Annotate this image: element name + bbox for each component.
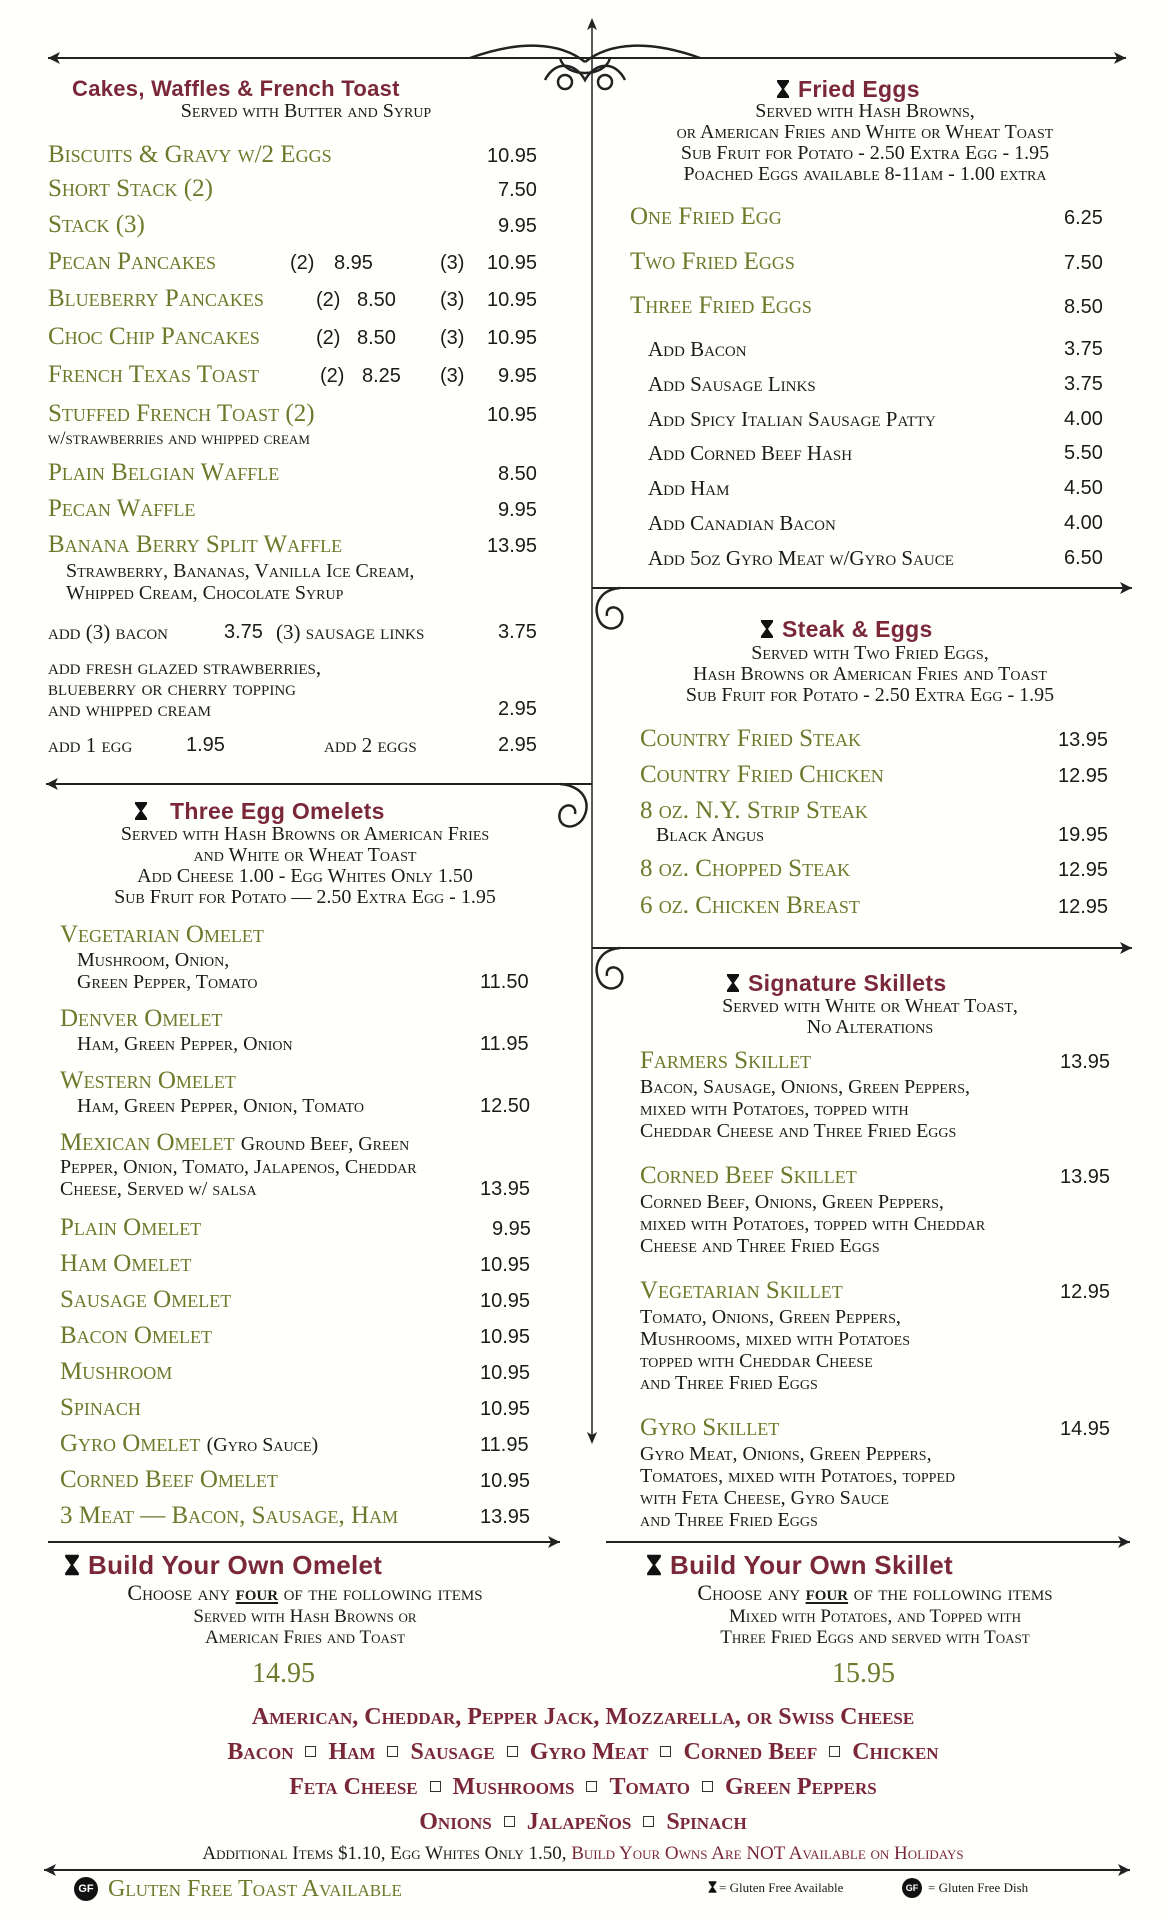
item-qty: (2) bbox=[290, 252, 315, 274]
item-price: 12.95 bbox=[1058, 859, 1109, 881]
item-price: 9.95 bbox=[498, 365, 537, 387]
menu-item: 8 oz. N.Y. Strip Steak bbox=[640, 797, 868, 824]
item-price: 11.50 bbox=[480, 971, 529, 993]
item-desc: Whipped Cream, Chocolate Syrup bbox=[66, 582, 344, 604]
item-desc: mixed with Potatoes, topped with bbox=[640, 1098, 909, 1120]
fried-title-text: Fried Eggs bbox=[798, 76, 920, 102]
item-qty: (3) bbox=[440, 327, 465, 349]
item-desc: Ham, Green Pepper, Onion, Tomato bbox=[77, 1095, 364, 1117]
item-price: 3.75 bbox=[1064, 373, 1103, 395]
holidays-text: Build Your Owns Are NOT Available on Holidays bbox=[571, 1843, 964, 1864]
item-desc: Cheese and Three Fried Eggs bbox=[640, 1235, 880, 1257]
ingredient: Onions bbox=[419, 1809, 492, 1835]
ingredient: Spinach bbox=[666, 1809, 747, 1835]
footer-additional bbox=[0, 1843, 1166, 1864]
gyro-omelet-name: Gyro Omelet bbox=[60, 1430, 201, 1457]
gluten-free-available-icon bbox=[64, 1553, 80, 1577]
ingredients-row bbox=[0, 1809, 1166, 1835]
item-desc: Gyro Meat, Onions, Green Peppers, bbox=[640, 1443, 932, 1465]
item-price: 13.95 bbox=[480, 1178, 531, 1200]
item-desc: Bacon, Sausage, Onions, Green Peppers, bbox=[640, 1076, 971, 1098]
omelets-title-text: Three Egg Omelets bbox=[170, 798, 385, 824]
item-price: 10.95 bbox=[487, 289, 538, 311]
menu-item: Pecan Waffle bbox=[48, 495, 196, 522]
item-desc: Green Pepper, Tomato bbox=[77, 971, 258, 993]
item-price: 11.95 bbox=[480, 1434, 529, 1456]
item-qty: (2) bbox=[316, 289, 341, 311]
menu-item: Corned Beef Skillet bbox=[640, 1162, 857, 1189]
item-price: 10.95 bbox=[487, 327, 538, 349]
add-fruit-line: blueberry or cherry topping bbox=[48, 676, 297, 700]
item-price: 13.95 bbox=[480, 1506, 531, 1528]
menu-item: French Texas Toast bbox=[48, 361, 260, 388]
item-price: 13.95 bbox=[487, 535, 538, 557]
ingredients-cheese: American, Cheddar, Pepper Jack, Mozzarella, or Swiss Cheese bbox=[251, 1704, 915, 1730]
additional-text: Additional Items $1.10, Egg Whites Only 1.50, bbox=[202, 1843, 567, 1864]
choose-count: four bbox=[805, 1580, 849, 1605]
item-price: 6.25 bbox=[1064, 207, 1103, 229]
ingredient: Green Peppers bbox=[725, 1774, 877, 1800]
ingredient: Mushrooms bbox=[452, 1774, 575, 1800]
menu-item: Stack (3) bbox=[48, 211, 145, 238]
item-desc: Ground Beef, Green bbox=[240, 1133, 410, 1155]
byo-skillet-sub: Three Fried Eggs and served with Toast bbox=[720, 1627, 1030, 1648]
choose-text: of the following items bbox=[283, 1580, 483, 1605]
item-price: 5.50 bbox=[1064, 442, 1103, 464]
add-sausage-label: (3) sausage links bbox=[276, 620, 425, 644]
item-qty: (3) bbox=[440, 365, 465, 387]
item-price: 10.95 bbox=[480, 1254, 531, 1276]
item-desc: Mushrooms, mixed with Potatoes bbox=[640, 1328, 910, 1350]
item-price: 8.50 bbox=[1064, 296, 1103, 318]
item-price: 4.00 bbox=[1064, 512, 1103, 534]
item-price: 3.75 bbox=[224, 621, 263, 643]
menu-item: Banana Berry Split Waffle bbox=[48, 531, 343, 558]
item-price: 4.50 bbox=[1064, 477, 1103, 499]
item-desc: w/strawberries and whipped cream bbox=[48, 428, 310, 449]
item-price: 10.95 bbox=[480, 1290, 531, 1312]
mexican-omelet-name: Mexican Omelet bbox=[60, 1129, 235, 1156]
legend-text: = Gluten Free Available bbox=[719, 1880, 844, 1895]
gluten-free-available-icon bbox=[708, 1880, 717, 1894]
menu-item: Corned Beef Omelet bbox=[60, 1466, 278, 1493]
item-price: 8.50 bbox=[357, 289, 396, 311]
item-price: 2.95 bbox=[498, 698, 537, 720]
item-desc: Cheddar Cheese and Three Fried Eggs bbox=[640, 1120, 957, 1142]
item-desc: Tomatoes, mixed with Potatoes, topped bbox=[640, 1465, 956, 1487]
item-price: 8.95 bbox=[334, 252, 373, 274]
item-qty: (2) bbox=[316, 327, 341, 349]
addon-item: Add Sausage Links bbox=[648, 372, 816, 396]
item-desc: Strawberry, Bananas, Vanilla Ice Cream, bbox=[66, 560, 415, 582]
item-price: 12.95 bbox=[1058, 765, 1109, 787]
item-qty: (3) bbox=[440, 289, 465, 311]
checkbox-icon bbox=[305, 1746, 316, 1757]
menu-item: 6 oz. Chicken Breast bbox=[640, 892, 860, 919]
ingredient: Ham bbox=[328, 1739, 376, 1765]
menu-item: Short Stack (2) bbox=[48, 175, 213, 202]
menu-item: Two Fried Eggs bbox=[630, 248, 795, 275]
add-eggs-label: add 2 eggs bbox=[324, 733, 417, 757]
addon-item: Add 5oz Gyro Meat w/Gyro Sauce bbox=[648, 546, 954, 570]
menu-item: 8 oz. Chopped Steak bbox=[640, 855, 851, 882]
byo-skillet-title bbox=[646, 1550, 953, 1581]
checkbox-icon bbox=[660, 1746, 671, 1757]
menu-item: Spinach bbox=[60, 1394, 141, 1421]
byo-omelet-title-text: Build Your Own Omelet bbox=[88, 1550, 383, 1580]
add-egg-label: add 1 egg bbox=[48, 733, 133, 757]
fried-sub: or American Fries and White or Wheat Toast bbox=[676, 121, 1054, 143]
ingredients-row bbox=[0, 1774, 1166, 1800]
byo-omelet-price: 14.95 bbox=[252, 1658, 315, 1689]
byo-omelet-sub: American Fries and Toast bbox=[204, 1627, 406, 1648]
menu-item: Gyro Skillet bbox=[640, 1414, 780, 1441]
cakes-subtitle: Served with Butter and Syrup bbox=[180, 100, 432, 122]
item-desc: Pepper, Onion, Tomato, Jalapenos, Cheddar bbox=[60, 1156, 417, 1178]
item-price: 10.95 bbox=[480, 1326, 531, 1348]
gluten-free-available-icon bbox=[134, 801, 148, 821]
gluten-free-dish-icon: GF bbox=[902, 1878, 922, 1898]
menu-item: Pecan Pancakes bbox=[48, 248, 217, 275]
center-divider bbox=[587, 18, 597, 1444]
fried-sub: Served with Hash Browns, bbox=[755, 100, 975, 122]
steak-sub: Served with Two Fried Eggs, bbox=[751, 642, 989, 664]
omelets-sub: and White or Wheat Toast bbox=[193, 844, 417, 866]
item-price: 1.95 bbox=[186, 734, 225, 756]
byo-skillet-price: 15.95 bbox=[832, 1658, 895, 1689]
omelets-sub: Add Cheese 1.00 - Egg Whites Only 1.50 bbox=[137, 865, 473, 887]
menu-item bbox=[60, 1431, 318, 1458]
menu-item: Three Fried Eggs bbox=[630, 292, 812, 319]
item-price: 8.50 bbox=[498, 463, 537, 485]
gluten-free-dish-icon: GF bbox=[74, 1877, 98, 1901]
legend-dish: = Gluten Free Dish bbox=[928, 1880, 1029, 1895]
menu-item: Denver Omelet bbox=[60, 1005, 223, 1032]
item-price: 10.95 bbox=[480, 1470, 531, 1492]
item-price: 11.95 bbox=[480, 1033, 529, 1055]
fried-sub: Sub Fruit for Potato - 2.50 Extra Egg - 1.95 bbox=[680, 142, 1050, 164]
menu-item: Plain Belgian Waffle bbox=[48, 459, 280, 486]
ingredient: Tomato bbox=[609, 1774, 691, 1800]
item-price: 7.50 bbox=[1064, 252, 1103, 274]
checkbox-icon bbox=[829, 1746, 840, 1757]
omelets-sub: Served with Hash Browns or American Fries bbox=[120, 823, 490, 845]
add-fruit-line: and whipped cream bbox=[48, 697, 212, 721]
checkbox-icon bbox=[643, 1816, 654, 1827]
checkbox-icon bbox=[507, 1746, 518, 1757]
rule-byo bbox=[48, 1536, 1130, 1548]
item-price: 10.95 bbox=[487, 252, 538, 274]
menu-item: Vegetarian Omelet bbox=[60, 921, 264, 948]
item-price: 10.95 bbox=[480, 1398, 531, 1420]
menu-item: Country Fried Chicken bbox=[640, 761, 884, 788]
byo-omelet-sub: Served with Hash Browns or bbox=[193, 1606, 417, 1627]
item-price: 13.95 bbox=[1058, 729, 1109, 751]
byo-omelet-choose bbox=[40, 1582, 570, 1603]
ingredient: Sausage bbox=[410, 1739, 495, 1765]
skillets-title bbox=[726, 970, 946, 997]
gluten-free-available-icon bbox=[776, 79, 790, 99]
byo-skillet-sub: Mixed with Potatoes, and Topped with bbox=[729, 1606, 1021, 1627]
gf-toast-note: Gluten Free Toast Available bbox=[108, 1876, 402, 1902]
addon-item: Add Corned Beef Hash bbox=[648, 441, 853, 465]
item-desc: and Three Fried Eggs bbox=[640, 1509, 818, 1531]
item-price: 12.95 bbox=[1058, 896, 1109, 918]
item-desc: Cheese, Served w/ salsa bbox=[60, 1178, 257, 1200]
addon-item: Add Bacon bbox=[648, 337, 747, 361]
ingredient: Chicken bbox=[852, 1739, 939, 1765]
menu-item: Sausage Omelet bbox=[60, 1286, 232, 1313]
item-price: 9.95 bbox=[492, 1218, 531, 1240]
choose-count: four bbox=[235, 1580, 279, 1605]
omelets-title bbox=[134, 798, 385, 825]
gluten-free-available-icon bbox=[726, 973, 740, 993]
add-bacon-label: add (3) bacon bbox=[48, 620, 168, 644]
menu-item: Bacon Omelet bbox=[60, 1322, 212, 1349]
item-price: 19.95 bbox=[1058, 824, 1109, 846]
addon-item: Add Ham bbox=[648, 476, 730, 500]
skillets-title-text: Signature Skillets bbox=[748, 970, 947, 996]
item-price: 10.95 bbox=[487, 145, 538, 167]
item-price: 12.50 bbox=[480, 1095, 531, 1117]
item-price: 10.95 bbox=[480, 1362, 531, 1384]
fried-sub: Poached Eggs available 8-11am - 1.00 extra bbox=[683, 163, 1047, 185]
item-price: 10.95 bbox=[487, 404, 538, 426]
menu-item: Farmers Skillet bbox=[640, 1047, 812, 1074]
menu-item: Blueberry Pancakes bbox=[48, 285, 264, 312]
addon-item: Add Spicy Italian Sausage Patty bbox=[648, 407, 936, 431]
checkbox-icon bbox=[430, 1781, 441, 1792]
menu-item: One Fried Egg bbox=[630, 203, 782, 230]
menu-item bbox=[60, 1130, 409, 1157]
item-price: 3.75 bbox=[498, 621, 537, 643]
item-desc: mixed with Potatoes, topped with Cheddar bbox=[640, 1213, 986, 1235]
ingredient: Feta Cheese bbox=[289, 1774, 418, 1800]
item-desc: Ham, Green Pepper, Onion bbox=[77, 1033, 293, 1055]
omelets-sub: Sub Fruit for Potato — 2.50 Extra Egg - 1.95 bbox=[114, 886, 496, 908]
item-price: 2.95 bbox=[498, 734, 537, 756]
item-desc: topped with Cheddar Cheese bbox=[640, 1350, 873, 1372]
item-note: (Gyro Sauce) bbox=[206, 1434, 319, 1456]
item-price: 13.95 bbox=[1060, 1166, 1111, 1188]
choose-text: Choose any bbox=[127, 1580, 231, 1605]
item-desc: Tomato, Onions, Green Peppers, bbox=[640, 1306, 901, 1328]
checkbox-icon bbox=[702, 1781, 713, 1792]
item-qty: (2) bbox=[320, 365, 345, 387]
gluten-free-available-icon bbox=[760, 619, 774, 639]
item-price: 13.95 bbox=[1060, 1051, 1111, 1073]
steak-sub: Hash Browns or American Fries and Toast bbox=[693, 663, 1047, 685]
menu-item: Mushroom bbox=[60, 1358, 173, 1385]
ingredient: Gyro Meat bbox=[529, 1739, 649, 1765]
ingredient: Jalapeños bbox=[526, 1809, 632, 1835]
item-price: 4.00 bbox=[1064, 408, 1103, 430]
cakes-title: Cakes, Waffles & French Toast bbox=[72, 76, 400, 101]
item-price: 12.95 bbox=[1060, 1281, 1111, 1303]
steak-sub: Sub Fruit for Potato - 2.50 Extra Egg - 1.95 bbox=[685, 684, 1055, 706]
steak-title-text: Steak & Eggs bbox=[782, 616, 933, 642]
checkbox-icon bbox=[586, 1781, 597, 1792]
item-desc: Mushroom, Onion, bbox=[77, 949, 230, 971]
choose-text: Choose any bbox=[697, 1580, 801, 1605]
item-price: 6.50 bbox=[1064, 547, 1103, 569]
ingredient: Bacon bbox=[227, 1739, 294, 1765]
item-price: 3.75 bbox=[1064, 338, 1103, 360]
item-desc: and Three Fried Eggs bbox=[640, 1372, 818, 1394]
item-price: 8.25 bbox=[362, 365, 401, 387]
menu-item: Biscuits & Gravy w/2 Eggs bbox=[48, 141, 332, 168]
item-price: 8.50 bbox=[357, 327, 396, 349]
menu-item: Country Fried Steak bbox=[640, 725, 861, 752]
checkbox-icon bbox=[387, 1746, 398, 1757]
addon-item: Add Canadian Bacon bbox=[648, 511, 836, 535]
menu-item: Stuffed French Toast (2) bbox=[48, 400, 315, 427]
fried-title bbox=[776, 76, 920, 103]
item-price: 7.50 bbox=[498, 179, 537, 201]
byo-omelet-title bbox=[64, 1550, 382, 1581]
menu-item: 3 Meat — Bacon, Sausage, Ham bbox=[60, 1502, 399, 1529]
menu-item: Vegetarian Skillet bbox=[640, 1277, 843, 1304]
menu-item: Plain Omelet bbox=[60, 1214, 202, 1241]
legend-available bbox=[708, 1880, 843, 1896]
ingredients-row bbox=[0, 1739, 1166, 1765]
skillets-sub: No Alterations bbox=[806, 1016, 934, 1038]
skillets-sub: Served with White or Wheat Toast, bbox=[722, 995, 1018, 1017]
ingredient: Corned Beef bbox=[683, 1739, 818, 1765]
byo-skillet-choose bbox=[610, 1582, 1140, 1603]
menu-item: Ham Omelet bbox=[60, 1250, 192, 1277]
checkbox-icon bbox=[504, 1816, 515, 1827]
item-qty: (3) bbox=[440, 252, 465, 274]
item-desc: with Feta Cheese, Gyro Sauce bbox=[640, 1487, 889, 1509]
steak-title bbox=[760, 616, 933, 643]
item-desc: Black Angus bbox=[656, 824, 764, 846]
item-price: 9.95 bbox=[498, 499, 537, 521]
byo-skillet-title-text: Build Your Own Skillet bbox=[670, 1550, 954, 1580]
item-desc: Corned Beef, Onions, Green Peppers, bbox=[640, 1191, 944, 1213]
item-price: 14.95 bbox=[1060, 1418, 1111, 1440]
add-fruit-line: add fresh glazed strawberries, bbox=[48, 655, 322, 679]
menu-item: Choc Chip Pancakes bbox=[48, 323, 260, 350]
item-price: 9.95 bbox=[498, 215, 537, 237]
bottom-rule bbox=[44, 1864, 1130, 1876]
menu-item: Western Omelet bbox=[60, 1067, 236, 1094]
gluten-free-available-icon bbox=[646, 1553, 662, 1577]
choose-text: of the following items bbox=[853, 1580, 1053, 1605]
